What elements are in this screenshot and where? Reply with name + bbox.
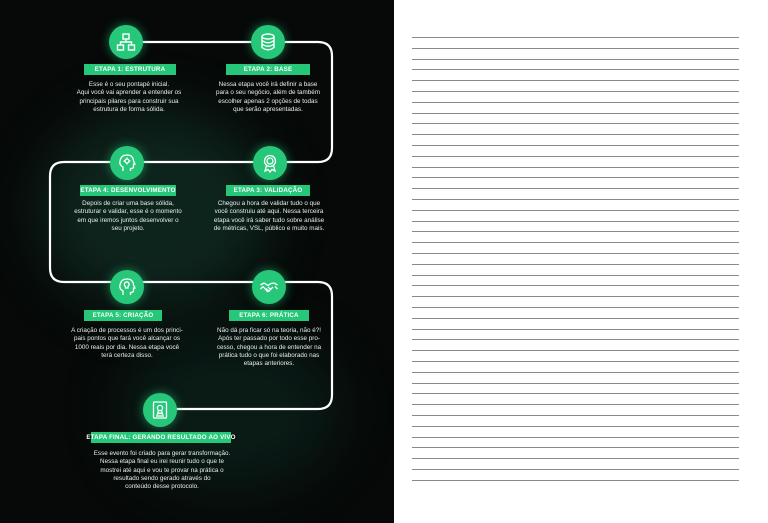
note-line	[412, 59, 739, 60]
description-line: Não dá pra ficar só na teoria, não é?!	[217, 327, 321, 334]
description-line: cesso, chegou a hora de entender na	[216, 343, 322, 351]
note-line	[412, 188, 739, 189]
description-line: 1000 reais por dia. Nessa etapa você	[74, 343, 180, 351]
step-2-description	[196, 81, 340, 114]
description-line: etapa você irá saber tudo sobre análise	[213, 216, 325, 224]
note-line	[412, 480, 739, 481]
award-badge-icon	[253, 146, 287, 180]
note-line	[412, 156, 739, 157]
note-line	[412, 145, 739, 146]
note-line	[412, 350, 739, 351]
description-line: você construiu até aqui. Nessa terceira	[214, 208, 324, 216]
description-line: Nessa etapa você irá definir a base	[218, 81, 318, 88]
note-line	[412, 48, 739, 49]
note-line	[412, 199, 739, 200]
note-line	[412, 329, 739, 330]
step-3-description	[200, 200, 338, 233]
step-4-title: ETAPA 4: DESENVOLVIMENTO	[80, 187, 176, 194]
note-line	[412, 307, 739, 308]
note-line	[412, 318, 739, 319]
description-line: Depois de criar uma base sólida,	[82, 200, 174, 207]
note-line	[412, 264, 739, 265]
description-line: Nessa etapa final eu irei reunir tudo o que te	[100, 458, 224, 466]
description-line: conteúdo desse protocolo.	[125, 483, 199, 491]
description-line: em que iremos juntos desenvolver o	[77, 216, 179, 224]
description-line: mostrei até aqui e vou te provar na prática o	[100, 466, 224, 474]
description-line: estrutura de forma sólida.	[93, 105, 165, 113]
note-line	[412, 253, 739, 254]
note-line	[412, 113, 739, 114]
description-line: prática tudo o que foi elaborado nas	[218, 351, 320, 359]
note-line	[412, 469, 739, 470]
step-1-description	[54, 81, 204, 114]
final-step-title: ETAPA FINAL: GERANDO RESULTADO AO VIVO	[86, 434, 236, 441]
description-line: principais pilares para construir sua	[79, 97, 179, 105]
note-line	[412, 393, 739, 394]
step-5-description	[56, 327, 198, 360]
step-2-title: ETAPA 2: BASE	[226, 64, 310, 75]
description-line: que serão apresentadas.	[233, 105, 303, 113]
description-line: Esse é o seu pontapé inicial.	[88, 81, 170, 88]
description-line: pais pontos que fará você alcançar os	[73, 335, 181, 343]
hierarchy-icon	[109, 25, 143, 59]
note-line	[412, 437, 739, 438]
note-line	[412, 69, 739, 70]
note-line	[412, 372, 739, 373]
note-line	[412, 167, 739, 168]
description-line: estruturar e validar, esse é o momento	[74, 208, 182, 216]
step-1-title: ETAPA 1: ESTRUTURA	[84, 64, 176, 75]
note-line	[412, 426, 739, 427]
note-line	[412, 91, 739, 92]
description-line: Chegou a hora de validar tudo o que	[217, 200, 321, 207]
description-line: escolher apenas 2 opções de todas	[218, 97, 318, 105]
note-line	[412, 285, 739, 286]
head-lightbulb-icon	[110, 270, 144, 304]
note-line	[412, 123, 739, 124]
note-line	[412, 210, 739, 211]
certificate-icon	[143, 393, 177, 427]
note-line	[412, 415, 739, 416]
note-line	[412, 231, 739, 232]
description-line: terá certeza disso.	[101, 351, 153, 359]
description-line: Esse evento foi criado para gerar transformação.	[93, 450, 231, 457]
note-line	[412, 361, 739, 362]
description-line: resultado sendo gerado através do	[113, 474, 211, 482]
database-icon	[251, 25, 285, 59]
note-line	[412, 458, 739, 459]
note-line	[412, 242, 739, 243]
head-gear-icon	[110, 146, 144, 180]
note-line	[412, 221, 739, 222]
note-line	[412, 177, 739, 178]
description-line: para o seu negócio, além de também	[216, 89, 320, 97]
step-3-title: ETAPA 3: VALIDAÇÃO	[226, 185, 310, 196]
note-line	[412, 275, 739, 276]
description-line: seu projeto.	[111, 224, 145, 232]
step-6-title: ETAPA 6: PRÁTICA	[229, 310, 309, 321]
step-6-description	[198, 327, 340, 368]
step-4-description	[54, 200, 202, 233]
note-line	[412, 447, 739, 448]
description-line: etapas anteriores.	[243, 360, 295, 368]
note-line	[412, 296, 739, 297]
description-line: A criação de processos é um dos princi-	[71, 327, 183, 334]
description-line: Após ter passado por todo esse pro-	[218, 335, 320, 343]
note-line	[412, 383, 739, 384]
note-line	[412, 80, 739, 81]
handshake-icon	[252, 270, 286, 304]
note-line	[412, 102, 739, 103]
step-5-title: ETAPA 5: CRIAÇÃO	[84, 310, 162, 321]
note-line	[412, 134, 739, 135]
notes-page	[394, 0, 768, 523]
description-line: de métricas, VSL, público e muito mais.	[213, 224, 325, 232]
note-line	[412, 404, 739, 405]
description-line: Aqui você vai aprender a entender os	[76, 89, 182, 97]
final-step-description	[76, 450, 248, 491]
note-line	[412, 339, 739, 340]
note-line	[412, 37, 739, 38]
